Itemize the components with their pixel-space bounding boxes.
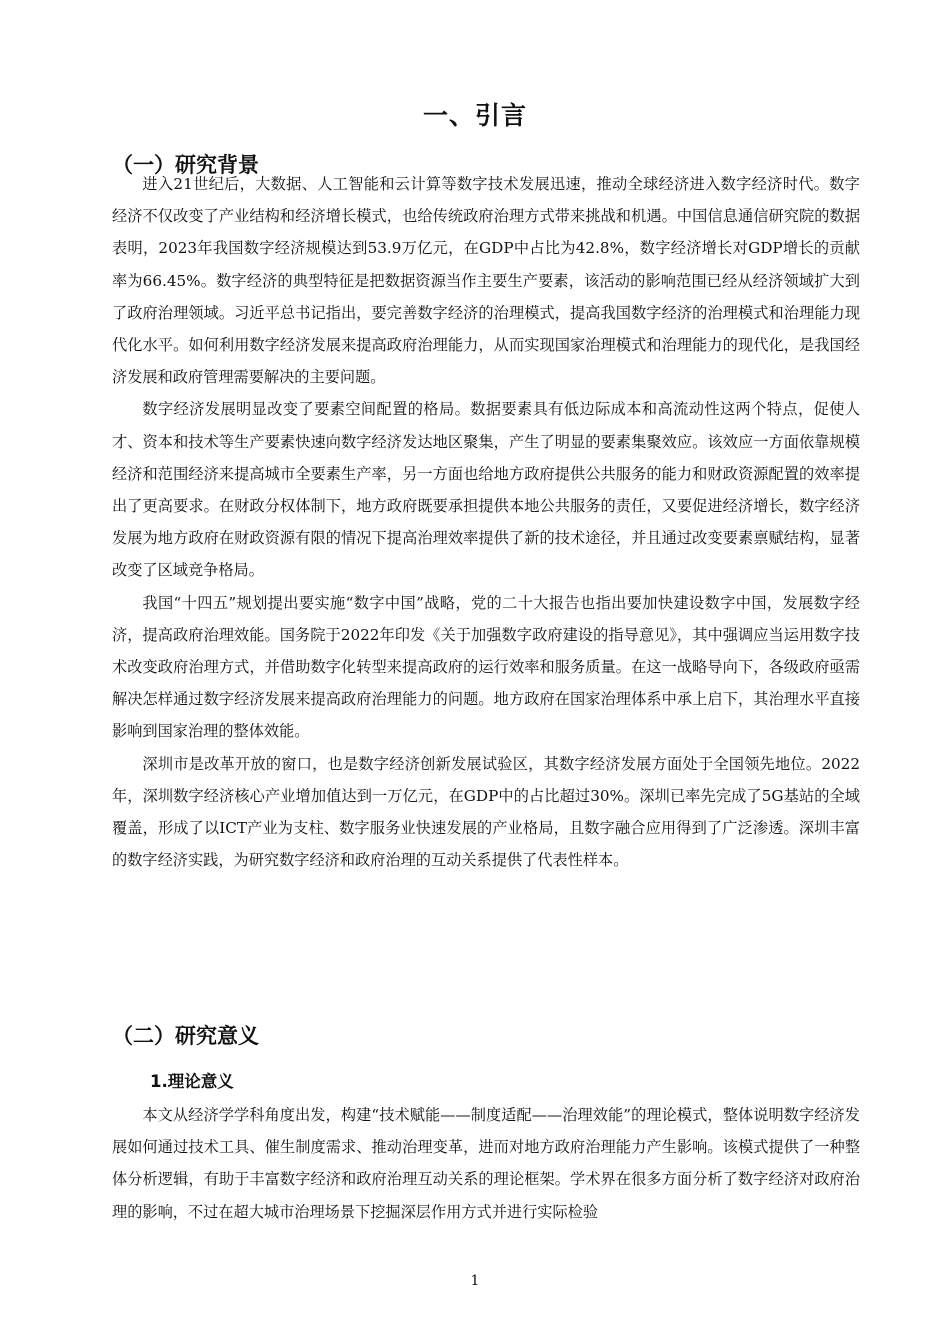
paragraph: 深圳市是改革开放的窗口，也是数字经济创新发展试验区，其数字经济发展方面处于全国领先地位。2022年，深圳数字经济核心产业增加值达到一万亿元，在GDP中的占比超过30%。深圳已率先完成了5G基站的全域覆盖，形成了以ICT产业为支柱、数字服务业快速发展的产业格局，且数字融合应用得到了广泛渗透。深圳丰富的数字经济实践，为研究数字经济和政府治理的互动关系提供了代表性样本。 bbox=[112, 754, 860, 870]
chapter-title: 一、引言 bbox=[422, 101, 527, 130]
paragraph: 本文从经济学学科角度出发，构建“技术赋能——制度适配——治理效能”的理论模式，整体说明数字经济发展如何通过技术工具、催生制度需求、推动治理变革，进而对地方政府治理能力产生影响。该模式提供了一种整体分析逻辑，有助于丰富数字经济和政府治理互动关系的理论框架。学术界在很多方面分析了数字经济对政府治理的影响，不过在超大城市治理场景下挖掘深层作用方式并进行实际检验 bbox=[112, 1106, 860, 1221]
page-number: 1 bbox=[470, 1273, 480, 1289]
paragraph: 数字经济发展明显改变了要素空间配置的格局。数据要素具有低边际成本和高流动性这两个特点，促使人才、资本和技术等生产要素快速向数字经济发达地区聚集，产生了明显的要素集聚效应。该效应一方面依靠规模经济和范围经济来提高城市全要素生产率，另一方面也给地方政府提供公共服务的能力和财政资源配置的效率提出了更高要求。在财政分权体制下，地方政府既要承担提供本地公共服务的责任，又要促进经济增长，数字经济发展为地方政府在财政资源有限的情况下提高治理效率提供了新的技术途径，并且通过改变要素禀赋结构，显著改变了区域竞争格局。 bbox=[112, 400, 860, 580]
paragraph: 进入21世纪后，大数据、人工智能和云计算等数字技术发展迅速，推动全球经济进入数字经济时代。数字经济不仅改变了产业结构和经济增长模式，也给传统政府治理方式带来挑战和机遇。中国信息通信研究院的数据表明，2023年我国数字经济规模达到53.9万亿元，在GDP中占比为42.8%，数字经济增长对GDP增长的贡献率为66.45%。数字经济的典型特征是把数据资源当作主要生产要素，该活动的影响范围已经从经济领域扩大到了政府治理领域。习近平总书记指出，要完善数字经济的治理模式，提高我国数字经济的治理模式和治理能力现代化水平。如何利用数字经济发展来提高政府治理能力，从而实现国家治理模式和治理能力的现代化，是我国经济发展和政府管理需要解决的主要问题。 bbox=[112, 175, 860, 387]
research-background-body bbox=[112, 168, 860, 876]
subsection-title-theoretical-significance: 1.理论意义 bbox=[150, 1072, 234, 1091]
paragraph: 我国“十四五”规划提出要实施“数字中国”战略，党的二十大报告也指出要加快建设数字中国，发展数字经济，提高政府治理效能。国务院于2022年印发《关于加强数字政府建设的指导意见》，其中强调应当运用数字技术改变政府治理方式，并借助数字化转型来提高政府的运行效率和服务质量。在这一战略导向下，各级政府亟需解决怎样通过数字经济发展来提高政府治理能力的问题。地方政府在国家治理体系中承上启下，其治理水平直接影响到国家治理的整体效能。 bbox=[112, 593, 860, 741]
theoretical-significance-body bbox=[112, 1099, 860, 1228]
section-title-research-background: （一）研究背景 bbox=[112, 153, 259, 177]
section-title-research-significance: （二）研究意义 bbox=[112, 1024, 259, 1048]
